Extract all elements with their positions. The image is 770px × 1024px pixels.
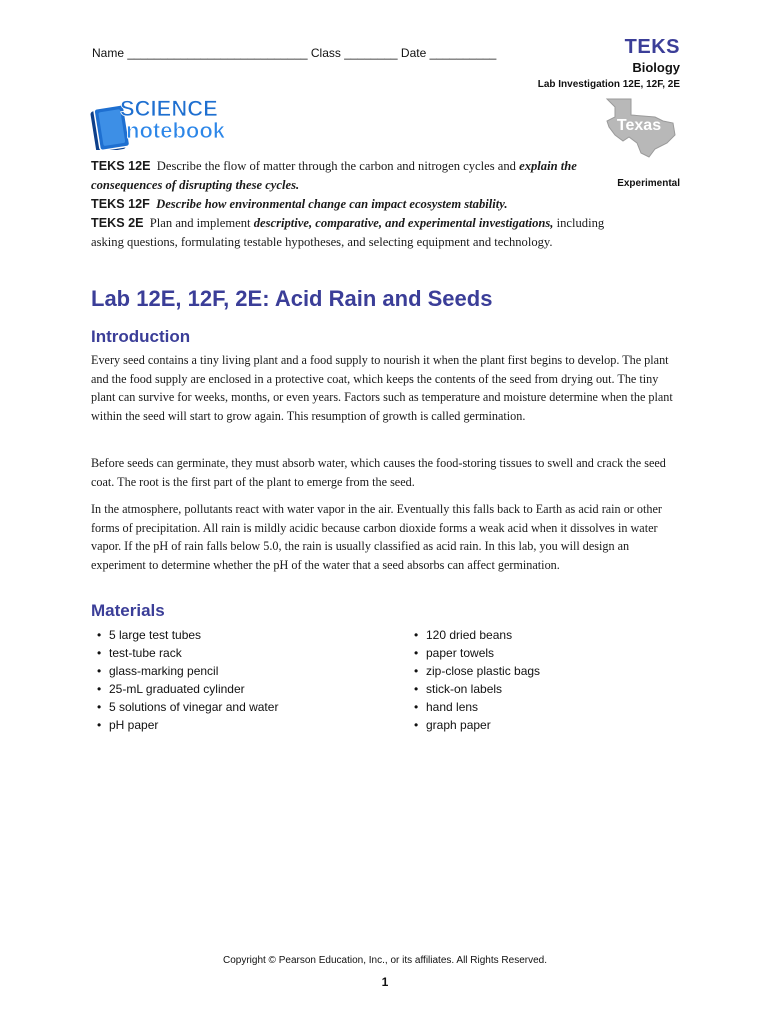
material-item: • 25-mL graduated cylinder [97,680,278,698]
logo-text-notebook: notebook [126,118,225,143]
teks-emphasis: descriptive, comparative, and experimental investigations, [253,216,554,230]
teks-standards [91,157,631,252]
logo-text-science: SCIENCE [120,96,218,121]
lab-investigation-label: Lab Investigation 12E, 12F, 2E [537,79,680,90]
material-item: • 5 large test tubes [97,626,278,644]
science-notebook-logo [86,86,246,150]
copyright-notice: Copyright © Pearson Education, Inc., or its affiliates. All Rights Reserved. [222,955,547,966]
intro-paragraph: Every seed contains a tiny living plant and a food supply to nourish it when the plant first begins to develop. The plant and the food supply are enclosed in a protective coat, which keeps the contents of the seed from drying out. The tiny plant can survive for weeks, months, or even years. Factors such as temperature and moisture determine when the plant within the seed will start to grow again. This resumption of growth is called germination. [91,353,673,423]
teks-item [91,214,631,252]
material-item: • test-tube rack [97,644,278,662]
material-item: • zip-close plastic bags [414,662,540,680]
teks-label: TEKS [624,36,680,58]
badge-text: Texas [616,117,662,134]
teks-text-after: including asking questions, formulating testable hypotheses, and selecting equipment and technology. [91,216,605,249]
intro-paragraph: Before seeds can germinate, they must absorb water, which causes the food-storing tissues to swell and crack the seed coat. The root is the first part of the plant to emerge from the seed. [91,456,666,489]
materials-list-left [97,626,278,734]
name-class-date-line: Name ___________________________ Class ________ Date __________ [92,46,497,60]
materials-heading: Materials [91,601,165,620]
material-item: • hand lens [414,698,540,716]
page-number: 1 [381,975,389,989]
material-item: • glass-marking pencil [97,662,278,680]
teks-text: Plan and implement [149,216,251,230]
teks-code: TEKS 12E [91,159,151,173]
texas-badge [597,95,681,159]
teks-emphasis: Describe how environmental change can impact ecosystem stability. [156,197,508,211]
materials-list-right [414,626,540,734]
material-item: • paper towels [414,644,540,662]
material-item: • pH paper [97,716,278,734]
material-item: • stick-on labels [414,680,540,698]
teks-text: Describe the flow of matter through the carbon and nitrogen cycles and [156,159,516,173]
page-title: Lab 12E, 12F, 2E: Acid Rain and Seeds [91,286,493,311]
material-item: • 120 dried beans [414,626,540,644]
introduction-heading: Introduction [91,327,191,346]
teks-emphasis: explain the consequences of disrupting these cycles. [91,159,577,192]
material-item: • 5 solutions of vinegar and water [97,698,278,716]
teks-item [91,195,631,214]
material-item: • graph paper [414,716,540,734]
investigation-type: Experimental [617,178,680,189]
teks-code: TEKS 12F [91,197,150,211]
intro-paragraph: In the atmosphere, pollutants react with water vapor in the air. Eventually this falls back to Earth as acid rain or other forms of precipitation. All rain is mildly acidic because carbon dioxide forms a weak acid when it dissolves in water vapor. If the pH of rain falls below 5.0, the rain is usually classified as acid rain. In this lab, you will design an experiment to determine whether the pH of the water that a seed absorbs can affect germination. [91,502,662,572]
teks-item [91,157,631,195]
teks-code: TEKS 2E [91,216,144,230]
subject-label: Biology [632,60,680,75]
